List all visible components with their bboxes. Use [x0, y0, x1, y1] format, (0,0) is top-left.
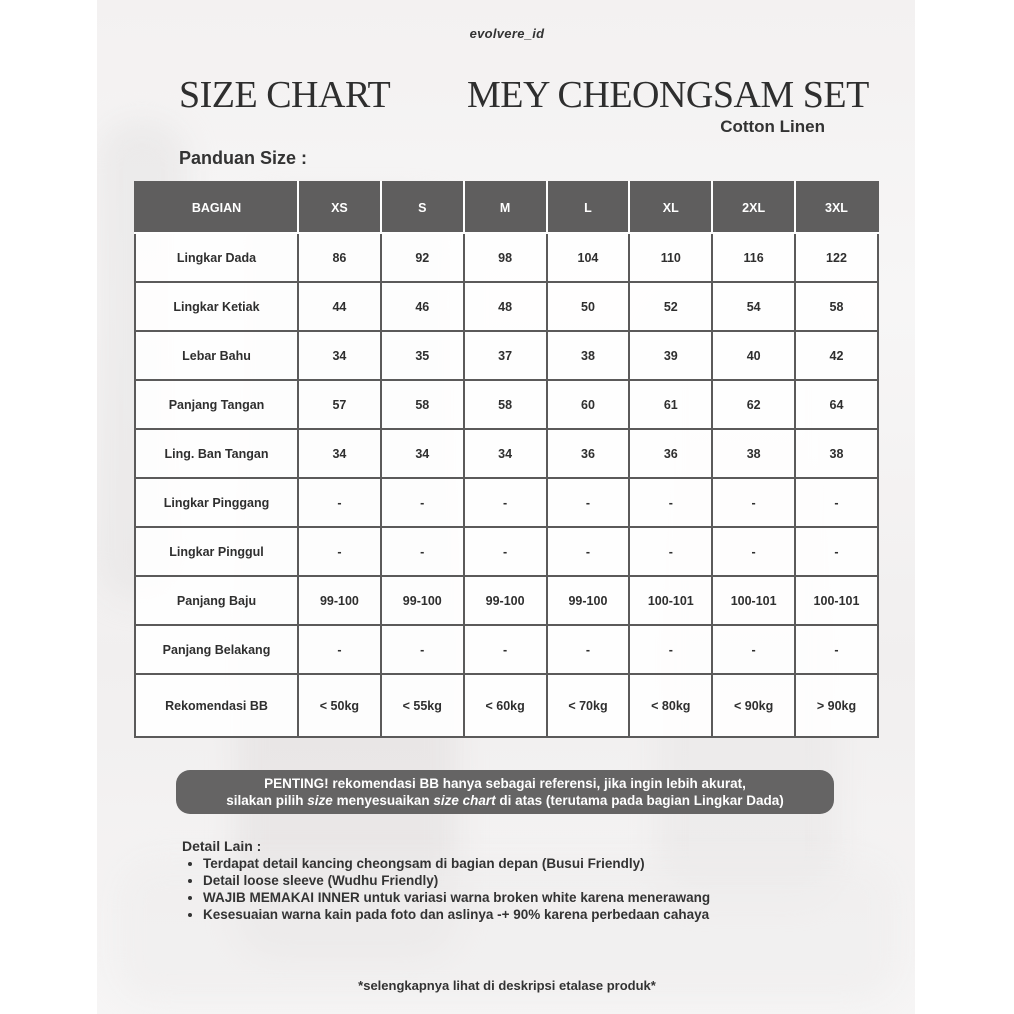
table-cell: 39	[629, 331, 712, 380]
table-cell: -	[712, 478, 795, 527]
table-cell: -	[298, 478, 381, 527]
table-cell: 38	[712, 429, 795, 478]
notice-text: menyesuaikan	[332, 793, 434, 808]
table-cell: -	[547, 527, 630, 576]
list-item: • Terdapat detail kancing cheongsam di bagian depan (Busui Friendly)	[203, 855, 710, 872]
table-cell: 99-100	[298, 576, 381, 625]
brand-handle: evolvere_id	[469, 26, 545, 41]
table-cell: 46	[381, 282, 464, 331]
table-cell: < 50kg	[298, 674, 381, 737]
table-cell: 104	[547, 233, 630, 282]
notice-line-2	[176, 792, 834, 809]
table-cell: -	[464, 527, 547, 576]
table-row	[135, 429, 878, 478]
table-cell: 86	[298, 233, 381, 282]
header-cell: L	[547, 182, 630, 233]
size-guide-label: Panduan Size :	[179, 148, 308, 168]
table-cell: 44	[298, 282, 381, 331]
table-cell: 54	[712, 282, 795, 331]
table-cell: 64	[795, 380, 878, 429]
header-cell: 2XL	[712, 182, 795, 233]
notice-emphasis: size	[307, 793, 333, 808]
table-cell: 100-101	[712, 576, 795, 625]
table-header-row	[135, 182, 878, 233]
table-cell: 110	[629, 233, 712, 282]
table-row	[135, 233, 878, 282]
fabric-subtitle: Cotton Linen	[720, 117, 825, 136]
table-cell: 61	[629, 380, 712, 429]
list-item: • Kesesuaian warna kain pada foto dan aslinya -+ 90% karena perbedaan cahaya	[203, 906, 710, 923]
table-cell: -	[298, 527, 381, 576]
table-cell: 34	[464, 429, 547, 478]
table-cell: -	[464, 478, 547, 527]
table-cell: < 70kg	[547, 674, 630, 737]
header-cell: XS	[298, 182, 381, 233]
table-row	[135, 527, 878, 576]
table-cell: 100-101	[629, 576, 712, 625]
row-label: Panjang Tangan	[135, 380, 298, 429]
table-cell: 116	[712, 233, 795, 282]
product-title: MEY CHEONGSAM SET	[467, 74, 869, 116]
details-heading: Detail Lain :	[182, 838, 262, 854]
table-cell: 40	[712, 331, 795, 380]
table-cell: 92	[381, 233, 464, 282]
notice-text: di atas (terutama pada bagian Lingkar Dada)	[495, 793, 784, 808]
row-label: Lingkar Ketiak	[135, 282, 298, 331]
table-cell: 52	[629, 282, 712, 331]
header-cell: M	[464, 182, 547, 233]
table-row	[135, 625, 878, 674]
row-label: Lingkar Pinggul	[135, 527, 298, 576]
table-cell: -	[795, 478, 878, 527]
table-cell: < 80kg	[629, 674, 712, 737]
table-cell: 36	[629, 429, 712, 478]
table-cell: -	[629, 527, 712, 576]
table-cell: 99-100	[381, 576, 464, 625]
table-cell: < 60kg	[464, 674, 547, 737]
table-cell: 48	[464, 282, 547, 331]
header-cell: XL	[629, 182, 712, 233]
table-row	[135, 576, 878, 625]
table-row	[135, 282, 878, 331]
notice-line-1: PENTING! rekomendasi BB hanya sebagai referensi, jika ingin lebih akurat,	[264, 776, 746, 791]
table-row	[135, 331, 878, 380]
row-label: Lebar Bahu	[135, 331, 298, 380]
row-label: Lingkar Dada	[135, 233, 298, 282]
table-cell: -	[298, 625, 381, 674]
footnote: *selengkapnya lihat di deskripsi etalase produk*	[358, 978, 656, 993]
table-cell: -	[464, 625, 547, 674]
table-cell: -	[629, 478, 712, 527]
table-row	[135, 674, 878, 737]
table-cell: -	[795, 527, 878, 576]
table-cell: < 90kg	[712, 674, 795, 737]
table-cell: 38	[547, 331, 630, 380]
size-chart-table	[134, 181, 879, 738]
table-cell: -	[795, 625, 878, 674]
row-label: Panjang Belakang	[135, 625, 298, 674]
table-cell: -	[629, 625, 712, 674]
table-cell: 100-101	[795, 576, 878, 625]
table-cell: 58	[795, 282, 878, 331]
table-cell: 99-100	[464, 576, 547, 625]
details-list	[184, 855, 710, 923]
table-cell: -	[547, 478, 630, 527]
table-cell: 36	[547, 429, 630, 478]
table-cell: 42	[795, 331, 878, 380]
table-cell: 60	[547, 380, 630, 429]
table-cell: 58	[464, 380, 547, 429]
table-row	[135, 380, 878, 429]
table-cell: 34	[298, 429, 381, 478]
table-cell: 58	[381, 380, 464, 429]
table-cell: 34	[298, 331, 381, 380]
table-cell: > 90kg	[795, 674, 878, 737]
table-cell: 50	[547, 282, 630, 331]
table-cell: -	[547, 625, 630, 674]
table-cell: 62	[712, 380, 795, 429]
table-cell: 57	[298, 380, 381, 429]
header-cell: 3XL	[795, 182, 878, 233]
row-label: Rekomendasi BB	[135, 674, 298, 737]
table-cell: < 55kg	[381, 674, 464, 737]
row-label: Lingkar Pinggang	[135, 478, 298, 527]
table-cell: 98	[464, 233, 547, 282]
list-item: • Detail loose sleeve (Wudhu Friendly)	[203, 872, 710, 889]
table-cell: 34	[381, 429, 464, 478]
table-cell: 35	[381, 331, 464, 380]
notice-text: silakan pilih	[226, 793, 308, 808]
table-cell: 38	[795, 429, 878, 478]
table-cell: 99-100	[547, 576, 630, 625]
page-title: SIZE CHART	[179, 74, 391, 116]
header-cell: S	[381, 182, 464, 233]
row-label: Ling. Ban Tangan	[135, 429, 298, 478]
table-cell: -	[381, 527, 464, 576]
notice-emphasis: size chart	[433, 793, 496, 808]
table-cell: -	[381, 478, 464, 527]
table-cell: 122	[795, 233, 878, 282]
important-notice	[176, 770, 834, 814]
list-item: • WAJIB MEMAKAI INNER untuk variasi warna broken white karena menerawang	[203, 889, 710, 906]
table-cell: -	[712, 625, 795, 674]
table-cell: -	[381, 625, 464, 674]
table-cell: 37	[464, 331, 547, 380]
table-cell: -	[712, 527, 795, 576]
row-label: Panjang Baju	[135, 576, 298, 625]
header-cell: BAGIAN	[135, 182, 298, 233]
table-row	[135, 478, 878, 527]
